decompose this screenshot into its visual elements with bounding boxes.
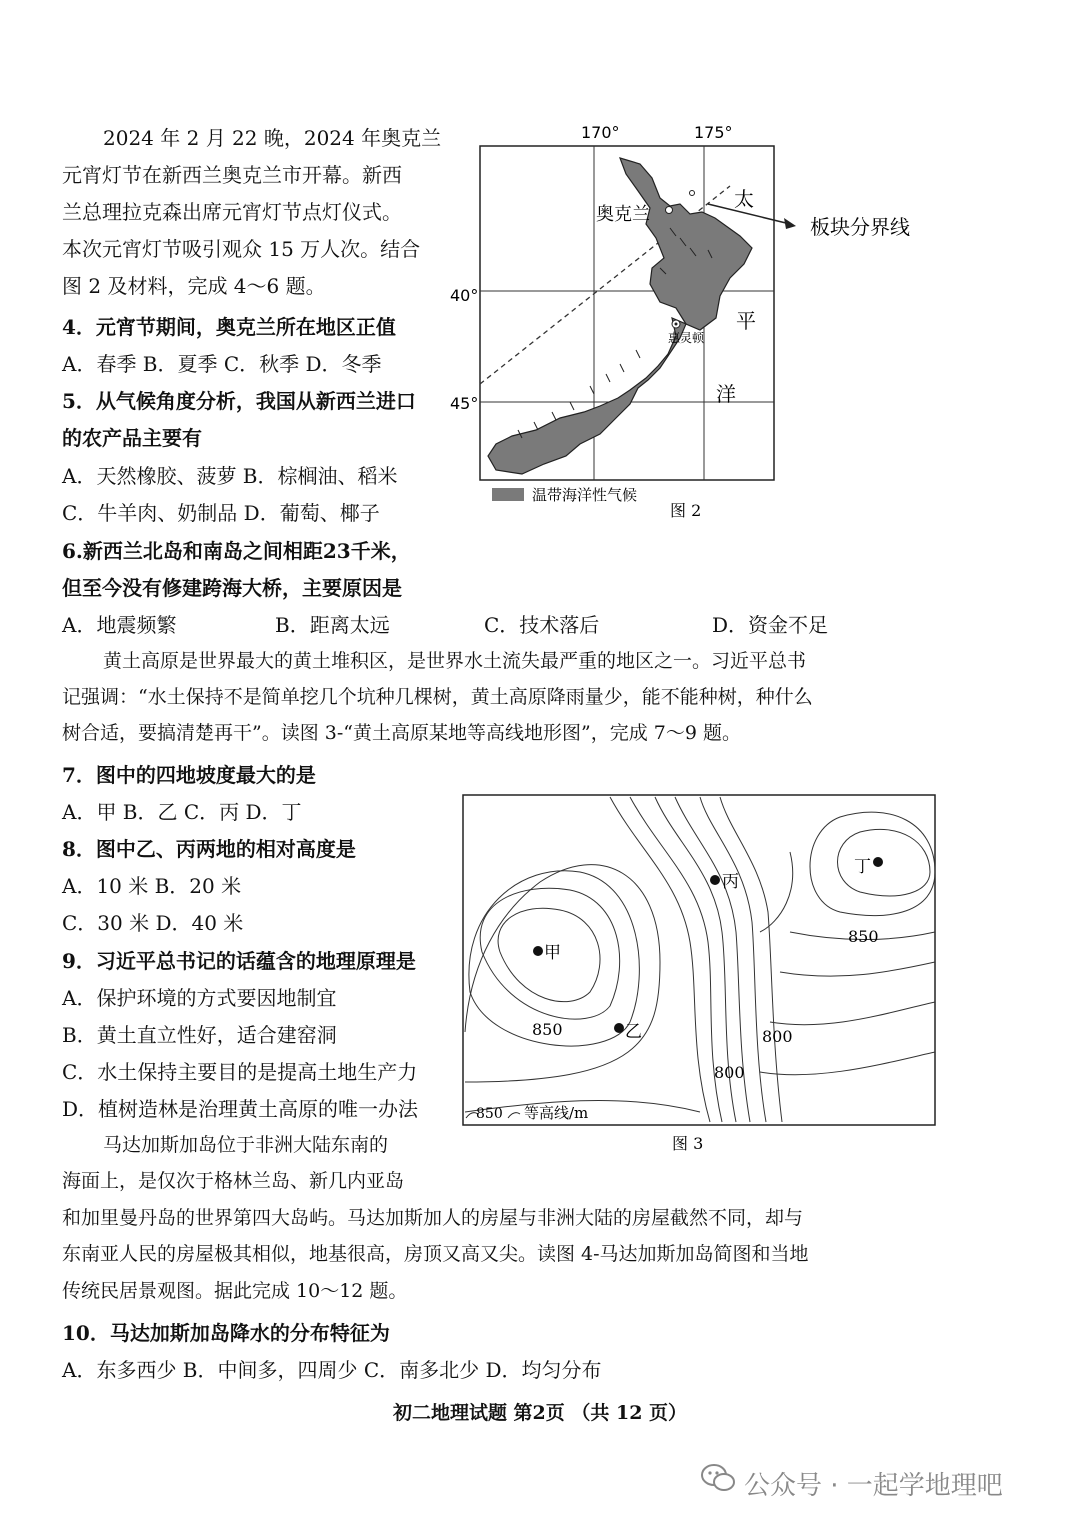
q9-option-c: C．水土保持主要目的是提高土地生产力 — [62, 1060, 418, 1084]
lat-40-label: 40° — [450, 286, 479, 305]
point-bing-label: 丙 — [722, 872, 739, 892]
q8-options-2: C．30 米 D．40 米 — [62, 911, 244, 935]
point-ding-marker — [873, 857, 883, 867]
intro3-line4: 东南亚人民的房屋极其相似，地基很高，房顶又高又尖。读图 4-马达加斯加岛简图和当地 — [62, 1243, 809, 1265]
island-dot — [690, 191, 695, 196]
intro3-line2: 海面上，是仅次于格林兰岛、新几内亚岛 — [62, 1170, 405, 1192]
point-yi-label: 乙 — [625, 1022, 642, 1042]
intro1-line1: 2024 年 2 月 22 晚，2024 年奥克兰 — [103, 126, 442, 150]
arrow-head — [784, 218, 796, 229]
map-frame — [463, 795, 935, 1125]
intro1-line3: 兰总理拉克森出席元宵灯节点灯仪式。 — [62, 200, 402, 224]
legend-contour-value: 850 — [476, 1106, 503, 1122]
ocean-label-ping: 平 — [736, 309, 756, 333]
ocean-label-yang: 洋 — [716, 382, 736, 406]
q6-stem-1: 6.新西兰北岛和南岛之间相距23千米， — [62, 539, 411, 563]
figure-2-caption: 图 2 — [670, 501, 702, 520]
q8-stem: 8．图中乙、丙两地的相对高度是 — [62, 837, 356, 861]
q5-options-2: C．牛羊肉、奶制品 D．葡萄、椰子 — [62, 501, 380, 525]
q9-option-b: B．黄土直立性好，适合建窑洞 — [62, 1023, 337, 1047]
intro1-line2: 元宵灯节在新西兰奥克兰市开幕。新西 — [62, 163, 402, 187]
point-jia-label: 甲 — [544, 943, 561, 963]
contour-label-800-bottom: 800 — [714, 1063, 745, 1082]
q6-stem-2: 但至今没有修建跨海大桥，主要原因是 — [62, 576, 402, 600]
point-bing-marker — [710, 875, 720, 885]
intro3-line1: 马达加斯加岛位于非洲大陆东南的 — [103, 1134, 389, 1156]
wellington-label: 惠灵顿 — [668, 331, 705, 345]
q5-options-1: A．天然橡胶、菠萝 B．棕榈油、稻米 — [62, 464, 398, 488]
q5-stem-1: 5．从气候角度分析，我国从新西兰进口 — [62, 389, 416, 413]
figure-2-new-zealand-map — [440, 118, 940, 528]
q9-option-a: A．保护环境的方式要因地制宜 — [62, 986, 337, 1010]
q4-options: A．春季 B．夏季 C．秋季 D．冬季 — [62, 352, 382, 376]
q7-options: A．甲 B．乙 C．丙 D．丁 — [62, 800, 302, 824]
north-island — [620, 158, 752, 330]
map-frame — [480, 146, 774, 480]
figure-3-contour-map — [460, 792, 940, 1162]
q6-option-b: B．距离太远 — [275, 613, 390, 637]
q8-options-1: A．10 米 B．20 米 — [62, 874, 242, 898]
q6-option-d: D．资金不足 — [712, 613, 829, 637]
auckland-label: 奥克兰 — [596, 204, 650, 225]
intro1-line4: 本次元宵灯节吸引观众 15 万人次。结合 — [62, 237, 421, 261]
intro3-line3: 和加里曼丹岛的世界第四大岛屿。马达加斯加人的房屋与非洲大陆的房屋截然不同，却与 — [62, 1207, 804, 1229]
ocean-label-tai: 太 — [734, 187, 754, 211]
intro2-line1: 黄土高原是世界最大的黄土堆积区，是世界水土流失最严重的地区之一。习近平总书 — [103, 650, 807, 672]
q5-stem-2: 的农产品主要有 — [62, 426, 202, 450]
contour-label-800-right: 800 — [762, 1027, 793, 1046]
q4-stem: 4．元宵节期间，奥克兰所在地区正值 — [62, 315, 396, 339]
point-ding-label: 丁 — [854, 857, 871, 877]
q7-stem: 7．图中的四地坡度最大的是 — [62, 763, 316, 787]
intro3-line5: 传统民居景观图。据此完成 10～12 题。 — [62, 1280, 408, 1302]
lon-170-label: 170° — [581, 123, 620, 142]
q9-option-d: D．植树造林是治理黄土高原的唯一办法 — [62, 1097, 419, 1121]
watermark-text: 公众号 · 一起学地理吧 — [744, 1471, 1003, 1501]
south-island — [488, 318, 686, 474]
point-yi-marker — [614, 1023, 624, 1033]
intro2-line2: 记强调：“水土保持不是简单挖几个坑种几棵树，黄土高原降雨量少，能不能种树，种什么 — [62, 686, 813, 708]
legend-label: 温带海洋性气候 — [532, 486, 638, 504]
lat-45-label: 45° — [450, 394, 479, 413]
intro1-line5: 图 2 及材料，完成 4～6 题。 — [62, 274, 326, 298]
contour-label-850-right: 850 — [848, 927, 879, 946]
wechat-icon — [700, 1462, 736, 1494]
contour-label-850-left: 850 — [532, 1020, 563, 1039]
figure-3-caption: 图 3 — [672, 1134, 704, 1153]
boundary-label: 板块分界线 — [810, 215, 910, 239]
lon-175-label: 175° — [694, 123, 733, 142]
intro2-line3: 树合适，要搞清楚再干”。读图 3-“黄土高原某地等高线地形图”，完成 7～9 题。 — [62, 722, 741, 744]
q9-stem: 9．习近平总书记的话蕴含的地理原理是 — [62, 949, 416, 973]
q6-option-a: A．地震频繁 — [62, 613, 177, 637]
point-jia-marker — [533, 946, 543, 956]
page-footer: 初二地理试题 第2页 （共 12 页） — [392, 1402, 688, 1424]
q10-stem: 10．马达加斯加岛降水的分布特征为 — [62, 1321, 390, 1345]
legend-contour-label: 等高线/m — [524, 1104, 589, 1122]
q6-option-c: C．技术落后 — [484, 613, 600, 637]
q10-options: A．东多西少 B．中间多，四周少 C．南多北少 D．均匀分布 — [62, 1358, 602, 1382]
legend-swatch — [492, 488, 524, 501]
auckland-marker — [666, 207, 673, 214]
